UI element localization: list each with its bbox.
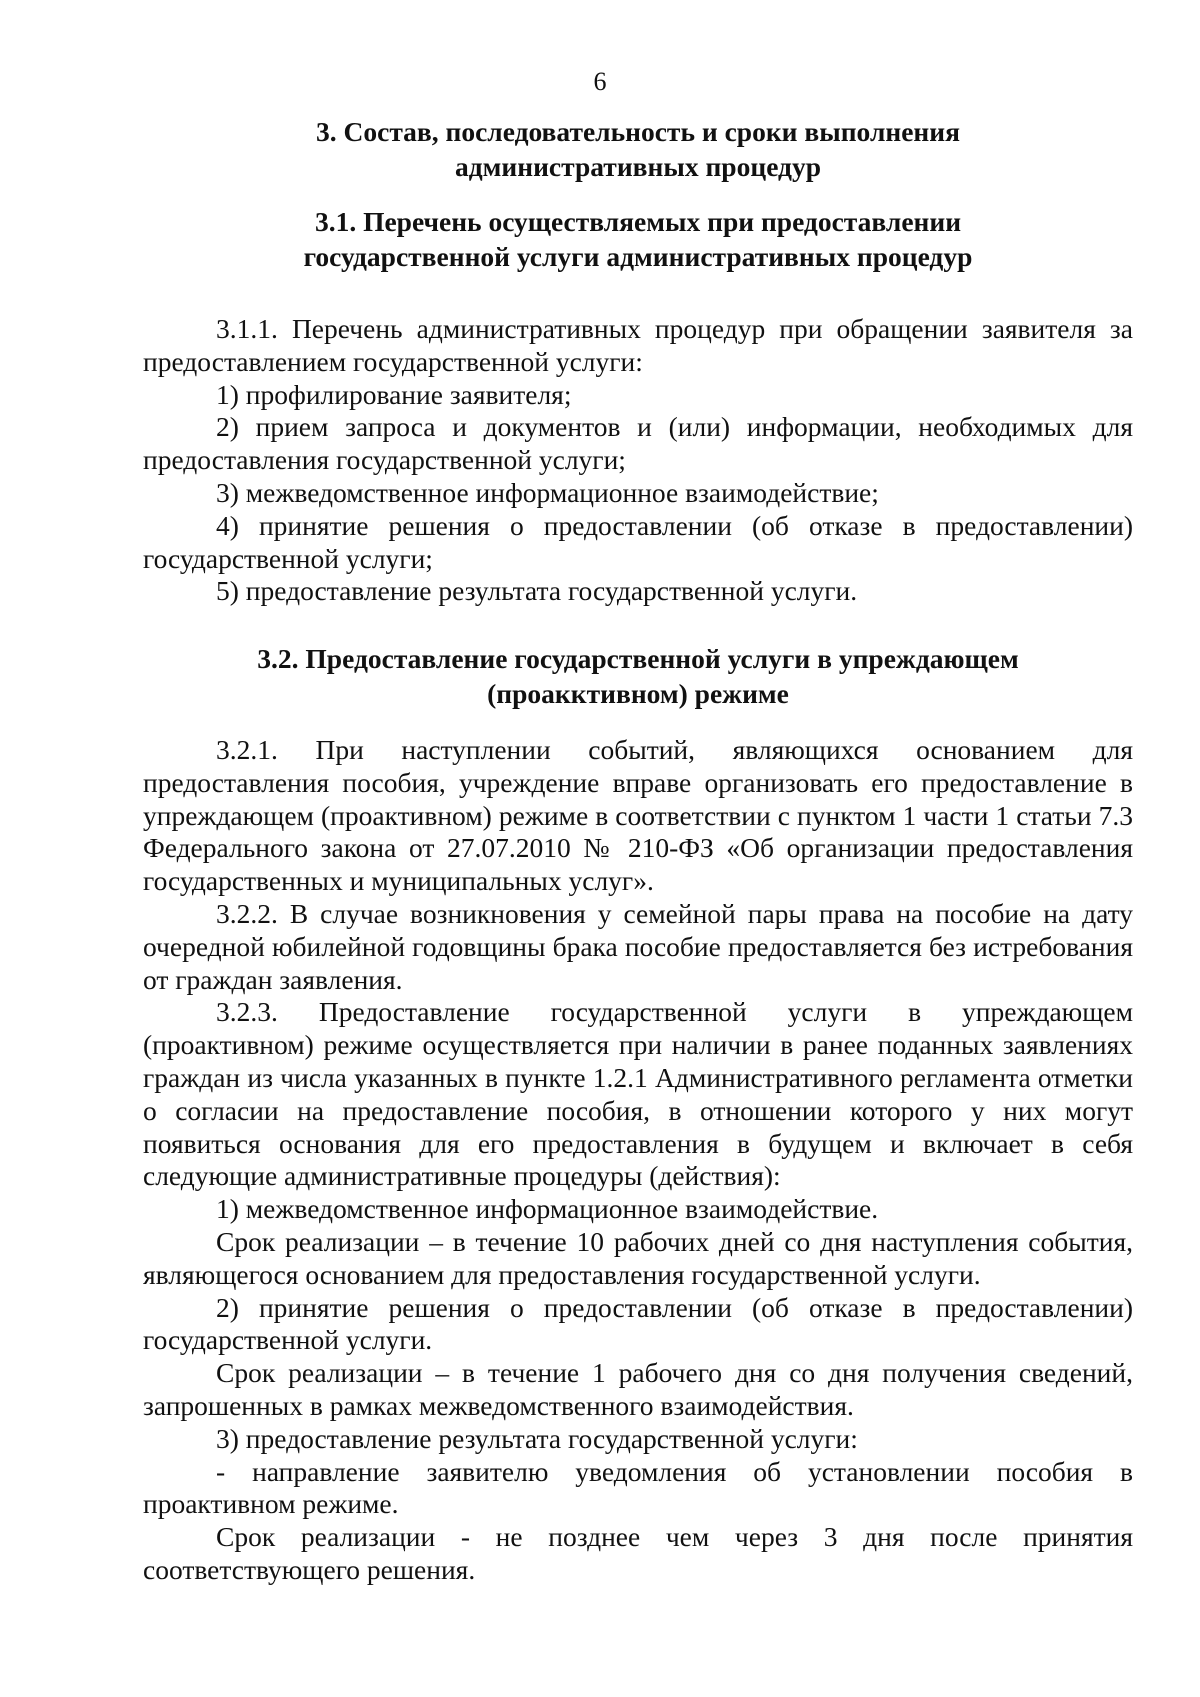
section-3-2-body (143, 734, 1133, 1587)
section-3-2-title-line-1: 3.2. Предоставление государственной услуги в упреждающем (257, 643, 1019, 674)
section-3-2-heading (143, 641, 1133, 711)
section-3-1-heading (143, 204, 1133, 274)
list-item: 4) принятие решения о предоставлении (об отказе в предоставлении) государственной услуги; (143, 509, 1133, 574)
section-3-title-line-2: административных процедур (455, 151, 821, 182)
paragraph: 3.2.2. В случае возникновения у семейной пары права на пособие на дату очередной юбилейной годовщины брака пособие предоставляется без истребования от граждан заявления. (143, 897, 1133, 995)
list-item: 1) межведомственное информационное взаимодействие. (216, 1193, 879, 1225)
list-item: 3) межведомственное информационное взаимодействие; (216, 476, 879, 508)
paragraph: 3.1.1. Перечень административных процедур при обращении заявителя за предоставлением государственной услуги: (143, 313, 1133, 377)
list-item: - направление заявителю уведомления об установлении пособия в проактивном режиме. (143, 1455, 1133, 1520)
paragraph: 3.2.1. При наступлении событий, являющихся основанием для предоставления пособия, учреждение вправе организовать его предоставление в упреждающем (проактивном) режиме в соответствии с пунктом 1 части 1 статьи 7.3 Федерального закона от 27.07.2010 № 210-ФЗ «Об организации предоставления государственных и муниципальных услуг». (143, 734, 1133, 897)
section-3-1-title-line-2: государственной услуги административных процедур (303, 241, 973, 272)
list-item: 3) предоставление результата государственной услуги: (216, 1422, 858, 1454)
list-item: 2) принятие решения о предоставлении (об отказе в предоставлении) государственной услуги. (143, 1291, 1133, 1356)
list-item: 1) профилирование заявителя; (216, 378, 572, 410)
list-item: 2) прием запроса и документов и (или) информации, необходимых для предоставления государственной услуги; (143, 411, 1133, 476)
section-3-heading (143, 114, 1133, 184)
paragraph: 3.2.3. Предоставление государственной услуги в упреждающем (проактивном) режиме осуществляется при наличии в ранее поданных заявлениях граждан из числа указанных в пункте 1.2.1 Административного регламента отметки о согласии на предоставление пособия, в отношении которого у них могут появиться основания для его предоставления в будущем и включает в себя следующие административные процедуры (действия): (143, 996, 1133, 1192)
list-item: 5) предоставление результата государственной услуги. (216, 575, 858, 607)
paragraph: Срок реализации – в течение 10 рабочих дней со дня наступления события, являющегося основанием для предоставления государственной услуги. (143, 1225, 1133, 1290)
paragraph: Срок реализации – в течение 1 рабочего дня со дня получения сведений, запрошенных в рамках межведомственного взаимодействия. (143, 1357, 1133, 1421)
page-number: 6 (593, 67, 607, 96)
section-3-1-body (143, 313, 1133, 608)
paragraph: Срок реализации - не позднее чем через 3 дня после принятия соответствующего решения. (143, 1521, 1133, 1585)
section-3-1-title-line-1: 3.1. Перечень осуществляемых при предоставлении (314, 206, 962, 237)
section-3-2-title-line-2: (проакктивном) режиме (487, 678, 789, 709)
section-3-title-line-1: 3. Состав, последовательность и сроки выполнения (316, 116, 960, 147)
